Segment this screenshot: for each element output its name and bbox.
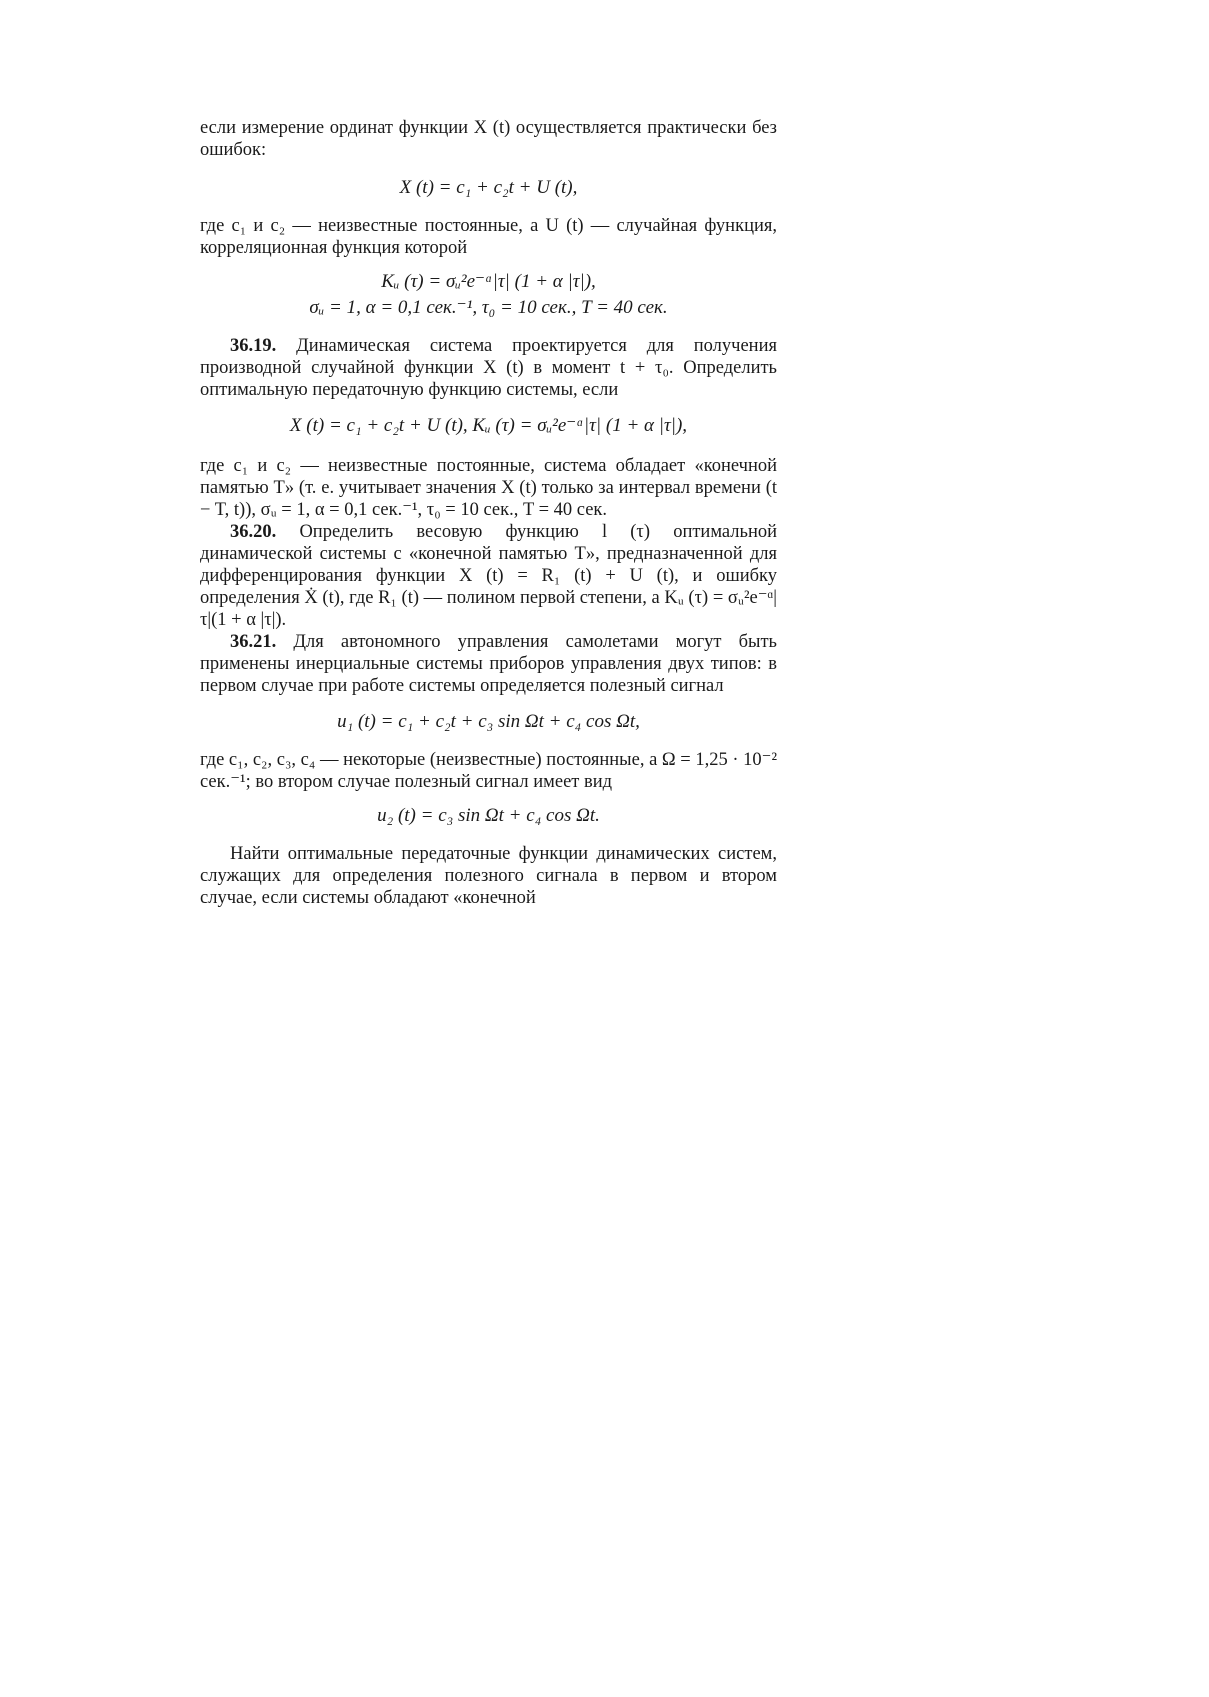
problem-number: 36.19. (230, 336, 277, 356)
page-text (200, 117, 777, 909)
paragraph-constants: где c₁ и c₂ — неизвестные постоянные, а U (t) — случайная функция, корреляционная функция которой (200, 216, 777, 258)
problem-text: Для автономного управления самолетами могут быть применены инерциальные системы приборов управления двух типов: в первом случае при работе системы определяется полезный сигнал (200, 632, 777, 696)
problem-text: Определить весовую функцию l (τ) оптимальной динамической системы с «конечной памятью T», предназначенной для дифференцирования функции X (t) = R₁ (t) + U (t), и ошибку определения Ẋ (t), где R₁ (t) — полином первой степени, а Kᵤ (τ) = σᵤ²e⁻ᵅ|τ|(1 + α |τ|). (200, 522, 778, 630)
formula-parameters: σᵤ = 1, α = 0,1 сек.⁻¹, τ₀ = 10 сек., T = 40 сек. (309, 297, 668, 318)
problem-36-20 (200, 521, 777, 631)
problem-36-21 (200, 631, 777, 697)
paragraph-finite-memory: где c₁ и c₂ — неизвестные постоянные, система обладает «конечной памятью T» (т. е. учитывает значения X (t) только за интервал времени (t − T, t)), σᵤ = 1, α = 0,1 сек.⁻¹, τ₀ = 10 сек., T = 40 сек. (200, 456, 777, 520)
formula-x-t: X (t) = c₁ + c₂t + U (t), (399, 177, 578, 198)
problem-text: Динамическая система проектируется для получения производной случайной функции X (t) в момент t + τ₀. Определить оптимальную передаточную функцию системы, если (200, 336, 777, 400)
problem-number: 36.21. (230, 632, 277, 652)
formula-u1: u₁ (t) = c₁ + c₂t + c₃ sin Ωt + c₄ cos Ωt, (337, 711, 640, 732)
problem-number: 36.20. (230, 522, 277, 542)
paragraph-task: Найти оптимальные передаточные функции динамических систем, служащих для определения полезного сигнала в первом и втором случае, если системы обладают «конечной (200, 844, 777, 908)
paragraph-unknown-constants: где c₁, c₂, c₃, c₄ — некоторые (неизвестные) постоянные, а Ω = 1,25 · 10⁻² сек.⁻¹; во втором случае полезный сигнал имеет вид (200, 750, 777, 792)
formula-x-and-k: X (t) = c₁ + c₂t + U (t), Kᵤ (τ) = σᵤ²e⁻ᵅ|τ| (1 + α |τ|), (289, 415, 688, 436)
formula-correlation: Kᵤ (τ) = σᵤ²e⁻ᵅ|τ| (1 + α |τ|), (381, 271, 596, 292)
paragraph-intro: если измерение ординат функции X (t) осуществляется практически без ошибок: (200, 118, 777, 160)
formula-u2: u₂ (t) = c₃ sin Ωt + c₄ cos Ωt. (377, 805, 600, 826)
problem-36-19 (200, 335, 777, 401)
